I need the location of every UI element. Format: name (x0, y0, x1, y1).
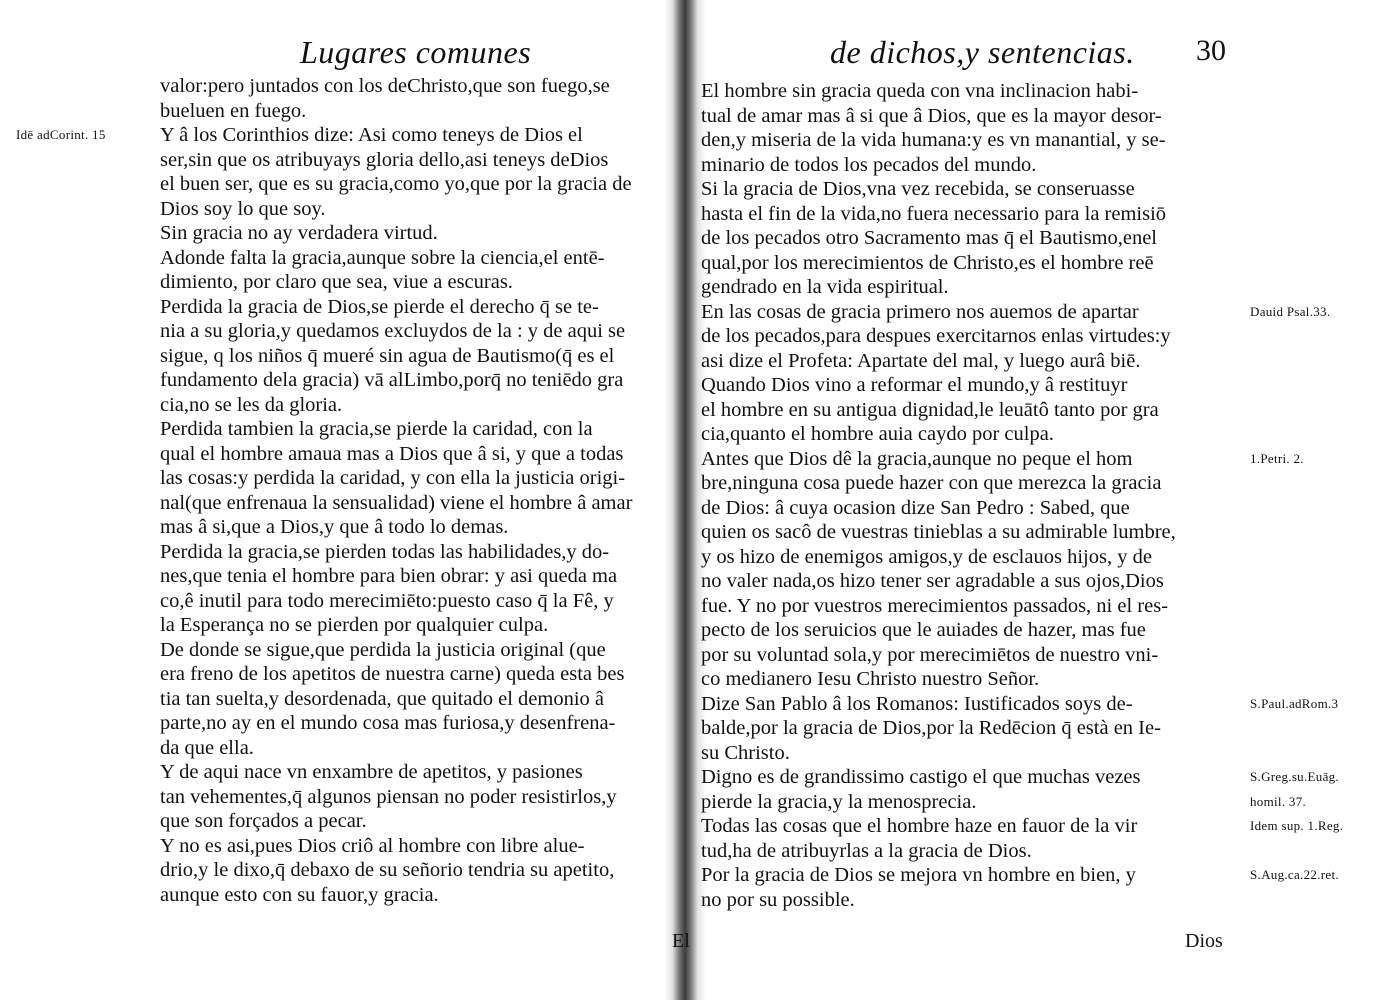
margin-note: Dauid Psal.33. (1250, 303, 1331, 319)
text-line: den,y miseria de la vida humana:y es vn manantial, y se- (701, 129, 1166, 151)
text-line: ser,sin que os atribuyays gloria dello,asi teneys deDios (160, 148, 609, 171)
text-line: Perdida la gracia de Dios,se pierde el derecho q̄ se te- (160, 295, 599, 318)
text-line: por su voluntad sola,y por merecimiētos de nuestro vni- (701, 643, 1159, 666)
text-line: cia,no se les da gloria. (160, 393, 343, 416)
text-line: nia a su gloria,y quedamos excluydos de la : y de aqui se (160, 320, 626, 342)
text-line: de los pecados otro Sacramento mas q̄ el Bautismo,enel (701, 227, 1158, 249)
text-line: aunque esto con su fauor,y gracia. (160, 883, 439, 906)
text-line: Quando Dios vino a reformar el mundo,y â restituyr (701, 374, 1128, 396)
text-line: Todas las cosas que el hombre haze en fauor de la vir (701, 815, 1138, 837)
book-gutter (664, 0, 706, 1000)
margin-note: 1.Petri. 2. (1250, 450, 1304, 466)
margin-note: S.Paul.adRom.3 (1250, 695, 1339, 711)
text-line: Y de aqui nace vn enxambre de apetitos, y pasiones (160, 761, 583, 783)
text-line: bre,ninguna cosa puede hazer con que merezca la gracia (701, 472, 1162, 494)
text-line: nal(que enfrenaua la sensualidad) viene el hombre â amar (160, 491, 633, 514)
text-line: hasta el fin de la vida,no fuera necessario para la remisiō (701, 202, 1167, 225)
text-line: tan vehementes,q̄ algunos piensan no poder resistirlos,y (160, 785, 617, 808)
text-line: Sin gracia no ay verdadera virtud. (160, 222, 438, 244)
text-line: pecto de los seruicios que le auiades de hazer, mas fue (701, 619, 1146, 641)
text-line: co,ê inutil para todo merecimiēto:puesto caso q̄ la Fê, y (160, 589, 614, 612)
right-text-column (701, 79, 1241, 912)
text-line: balde,por la gracia de Dios,por la Redēcion q̄ està en Ie- (701, 717, 1161, 739)
text-line: Dios soy lo que soy. (160, 197, 326, 220)
text-line: que son forçados a pecar. (160, 810, 367, 832)
text-line: qual,por los merecimientos de Christo,es el hombre reē (701, 251, 1154, 274)
left-catchword: El (672, 930, 690, 952)
text-line: dimiento, por claro que sea, viue a escuras. (160, 271, 513, 293)
text-line: tia tan suelta,y desordenada, que quitado el demonio â (160, 687, 605, 710)
margin-note: Idem sup. 1.Reg. (1250, 818, 1344, 833)
text-line: En las cosas de gracia primero nos auemos de apartar (701, 300, 1139, 323)
text-line: mas â si,que a Dios,y que â todo lo demas. (160, 516, 509, 538)
right-running-head: de dichos,y sentencias. (830, 34, 1135, 70)
text-line: de Dios: â cuya ocasion dize San Pedro : Sabed, que (701, 496, 1130, 519)
text-line: su Christo. (701, 741, 790, 764)
text-line: Antes que Dios dê la gracia,aunque no peque el hom (701, 447, 1133, 470)
text-line: quien os sacô de vuestras tinieblas a su admirable lumbre, (701, 521, 1176, 543)
text-line: y os hizo de enemigos amigos,y de esclauos hijos, y de (701, 545, 1152, 568)
text-line: no por su possible. (701, 888, 855, 911)
text-line: tual de amar mas â si que â Dios, que es la mayor desor- (701, 104, 1162, 127)
text-line: tud,ha de atribuyrlas a la gracia de Dios. (701, 839, 1032, 862)
text-line: minario de todos los pecados del mundo. (701, 153, 1037, 176)
folio-number: 30 (1196, 34, 1226, 67)
text-line: el buen ser, que es su gracia,como yo,que por la gracia de (160, 173, 632, 195)
text-line: El hombre sin gracia queda con vna inclinacion habi- (701, 80, 1139, 102)
text-line: cia,quanto el hombre auia caydo por culpa. (701, 423, 1054, 445)
text-line: asi dize el Profeta: Apartate del mal, y luego aurâ biē. (701, 349, 1141, 372)
text-line: las cosas:y perdida la caridad, y con ella la justicia origi- (160, 467, 626, 489)
text-line: qual el hombre amaua mas a Dios que â si, y que a todas (160, 442, 624, 465)
text-line: fue. Y no por vuestros merecimientos passados, ni el res- (701, 594, 1169, 617)
margin-note: homil. 37. (1250, 793, 1307, 809)
text-line: sigue, q los niños q̄ mueré sin agua de Bautismo(q̄ es el (160, 344, 615, 367)
margin-note: S.Greg.su.Euāg. (1250, 769, 1339, 784)
text-line: Perdida la gracia,se pierden todas las habilidades,y do- (160, 540, 610, 563)
text-line: De donde se sigue,que perdida la justicia original (que (160, 638, 606, 661)
text-line: valor:pero juntados con los deChristo,que son fuego,se (160, 75, 610, 97)
text-line: Y no es asi,pues Dios criô al hombre con libre alue- (160, 834, 585, 857)
text-line: Perdida tambien la gracia,se pierde la caridad, con la (160, 418, 593, 440)
left-running-head: Lugares comunes (300, 34, 532, 70)
margin-note: Idē adCorint. 15 (16, 127, 106, 142)
text-line: de los pecados,para despues exercitarnos enlas virtudes:y (701, 325, 1171, 347)
text-line: drio,y le dixo,q̄ debaxo de su señorio tendria su apetito, (160, 859, 615, 881)
text-line: era freno de los apetitos de nuestra carne) queda esta bes (160, 663, 625, 685)
text-line: el hombre en su antigua dignidad,le leuātô tanto por gra (701, 398, 1159, 421)
text-line: la Esperança no se pierden por qualquier culpa. (160, 614, 549, 636)
text-line: Por la gracia de Dios se mejora vn hombre en bien, y (701, 864, 1136, 886)
text-line: nes,que tenia el hombre para bien obrar: y asi queda ma (160, 565, 618, 587)
text-line: gendrado en la vida espiritual. (701, 276, 949, 298)
left-text-column (160, 74, 670, 907)
text-line: fundamento dela gracia) vā alLimbo,porq̄ no teniēdo gra (160, 369, 624, 391)
text-line: bueluen en fuego. (160, 99, 307, 122)
text-line: Y â los Corinthios dize: Asi como teneys de Dios el (160, 124, 583, 146)
right-catchword: Dios (1185, 930, 1223, 952)
text-line: Dize San Pablo â los Romanos: Iustificados soys de- (701, 692, 1133, 715)
text-line: Si la gracia de Dios,vna vez recebida, se conseruasse (701, 178, 1135, 200)
margin-note: S.Aug.ca.22.ret. (1250, 867, 1339, 882)
text-line: Adonde falta la gracia,aunque sobre la ciencia,el entē- (160, 246, 605, 269)
text-line: Digno es de grandissimo castigo el que muchas vezes (701, 766, 1141, 788)
text-line: da que ella. (160, 736, 254, 759)
text-line: no valer nada,os hizo tener ser agradable a sus ojos,Dios (701, 570, 1164, 592)
text-line: parte,no ay en el mundo cosa mas furiosa,y desenfrena- (160, 712, 616, 734)
text-line: pierde la gracia,y la menosprecia. (701, 790, 977, 813)
text-line: co medianero Iesu Christo nuestro Señor. (701, 668, 1040, 690)
